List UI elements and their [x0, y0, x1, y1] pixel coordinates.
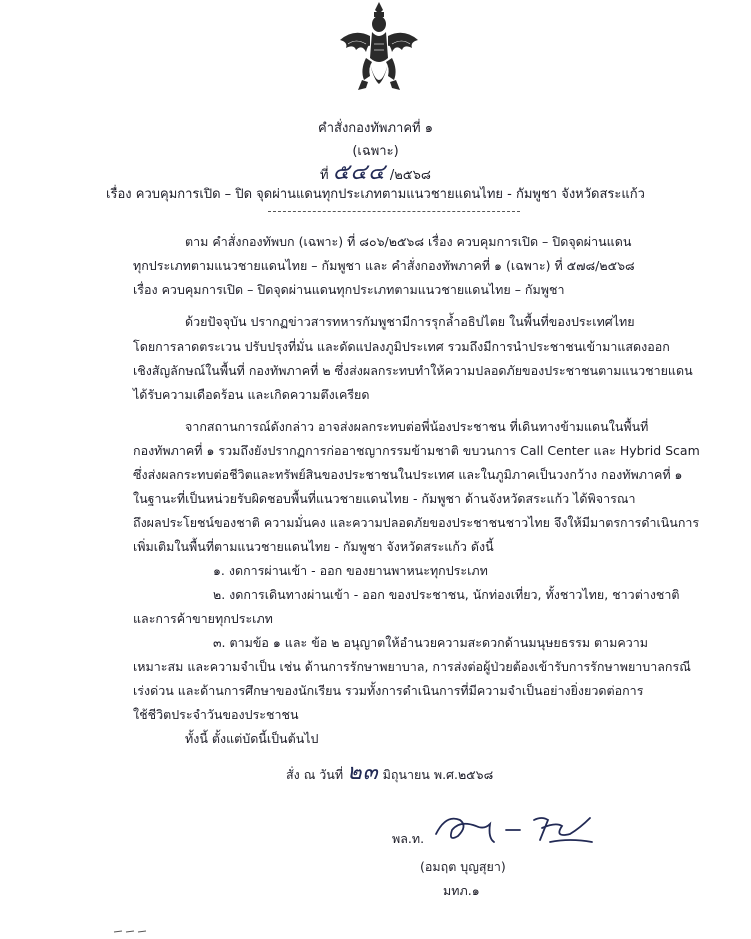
handwritten-signature — [430, 808, 600, 848]
order-date-prefix: สั่ง ณ วันที่ — [286, 767, 344, 782]
body-line: ซึ่งส่งผลกระทบต่อชีวิตและทรัพย์สินของประชาชนในประเทศ และในภูมิภาคเป็นวงกว้าง กองทัพภาคที่ ๑ — [133, 467, 683, 482]
order-number-handwritten: ๕๔๔ — [332, 160, 386, 185]
order-title: คำสั่งกองทัพภาคที่ ๑ — [318, 121, 433, 136]
order-number-line — [0, 158, 751, 188]
body-line: ทั้งนี้ ตั้งแต่บัดนี้เป็นต้นไป — [185, 731, 319, 746]
body-line: ๓. ตามข้อ ๑ และ ข้อ ๒ อนุญาตให้อำนวยความสะดวกด้านมนุษยธรรม ตามความ — [213, 635, 649, 650]
body-line: เหมาะสม และความจำเป็น เช่น ด้านการรักษาพยาบาล, การส่งต่อผู้ป่วยต้องเข้ารับการรักษาพยาบาลกรณี — [133, 659, 691, 674]
order-date-month-year: มิถุนายน พ.ศ.๒๕๖๘ — [382, 767, 494, 782]
body-line: เรื่อง ควบคุมการเปิด – ปิดจุดผ่านแดนทุกประเภทตามแนวชายแดนไทย – กัมพูชา — [133, 282, 565, 297]
body-line: ถึงผลประโยชน์ของชาติ ความมั่นคง และความปลอดภัยของประชาชนชาวไทย จึงให้มีมาตรการดำเนินการ — [133, 515, 700, 530]
order-number-prefix: ที่ — [320, 168, 329, 183]
body-line: ตาม คำสั่งกองทัพบก (เฉพาะ) ที่ ๘๐๖/๒๕๖๘ เรื่อง ควบคุมการเปิด – ปิดจุดผ่านแดน — [185, 234, 632, 249]
order-date-day-handwritten: ๒๓ — [347, 760, 379, 785]
garuda-emblem-icon — [336, 0, 422, 98]
header-divider — [268, 211, 520, 212]
cut-off-marking — [112, 928, 148, 934]
order-subject: เรื่อง ควบคุมการเปิด – ปิด จุดผ่านแดนทุกประเภทตามแนวชายแดนไทย - กัมพูชา จังหวัดสระแก้ว — [106, 187, 645, 202]
body-line: จากสถานการณ์ดังกล่าว อาจส่งผลกระทบต่อพี่น้องประชาชน ที่เดินทางข้ามแดนในพื้นที่ — [185, 419, 649, 434]
body-line: ๒. งดการเดินทางผ่านเข้า - ออก ของประชาชน, นักท่องเที่ยว, ทั้งชาวไทย, ชาวต่างชาติ — [213, 587, 680, 602]
signer-name: (อมฤต บุญสุยา) — [420, 859, 506, 874]
body-line: กองทัพภาคที่ ๑ รวมถึงยังปรากฏการก่ออาชญากรรมข้ามชาติ ขบวนการ Call Center และ Hybrid Scam — [133, 443, 700, 458]
body-line: ทุกประเภทตามแนวชายแดนไทย – กัมพูชา และ คำสั่งกองทัพภาคที่ ๑ (เฉพาะ) ที่ ๕๗๘/๒๕๖๘ — [133, 258, 635, 273]
order-number-suffix: /๒๕๖๘ — [389, 168, 431, 183]
body-line: โดยการลาดตระเวน ปรับปรุงที่มั่น และดัดแปลงภูมิประเทศ รวมถึงมีการนำประชาชนเข้ามาแสดงออก — [133, 339, 670, 354]
body-line: ได้รับความเดือดร้อน และเกิดความตึงเครียด — [133, 387, 370, 402]
body-line: และการค้าขายทุกประเภท — [133, 611, 273, 626]
body-line: ๑. งดการผ่านเข้า - ออก ของยานพาหนะทุกประเภท — [213, 563, 488, 578]
signer-position: มทภ.๑ — [443, 883, 480, 898]
classification-label: (เฉพาะ) — [352, 144, 399, 159]
signer-rank: พล.ท. — [392, 831, 425, 846]
body-line: เร่งด่วน และด้านการศึกษาของนักเรียน รวมทั้งการดำเนินการที่มีความจำเป็นอย่างยิ่งยวดต่อการ — [133, 683, 644, 698]
body-line: เชิงสัญลักษณ์ในพื้นที่ กองทัพภาคที่ ๒ ซึ่งส่งผลกระทบทำให้ความปลอดภัยของประชาชนตามแนวชายแดน — [133, 363, 693, 378]
order-date-line — [286, 758, 493, 788]
body-line: ใช้ชีวิตประจำวันของประชาชน — [133, 707, 299, 722]
body-line: ในฐานะที่เป็นหน่วยรับผิดชอบพื้นที่แนวชายแดนไทย - กัมพูชา ด้านจังหวัดสระแก้ว ได้พิจารณา — [133, 491, 636, 506]
body-line: เพิ่มเติมในพื้นที่ตามแนวชายแดนไทย - กัมพูชา จังหวัดสระแก้ว ดังนี้ — [133, 539, 494, 554]
body-line: ด้วยปัจจุบัน ปรากฏข่าวสารทหารกัมพูชามีการรุกล้ำอธิปไตย ในพื้นที่ของประเทศไทย — [185, 314, 635, 329]
